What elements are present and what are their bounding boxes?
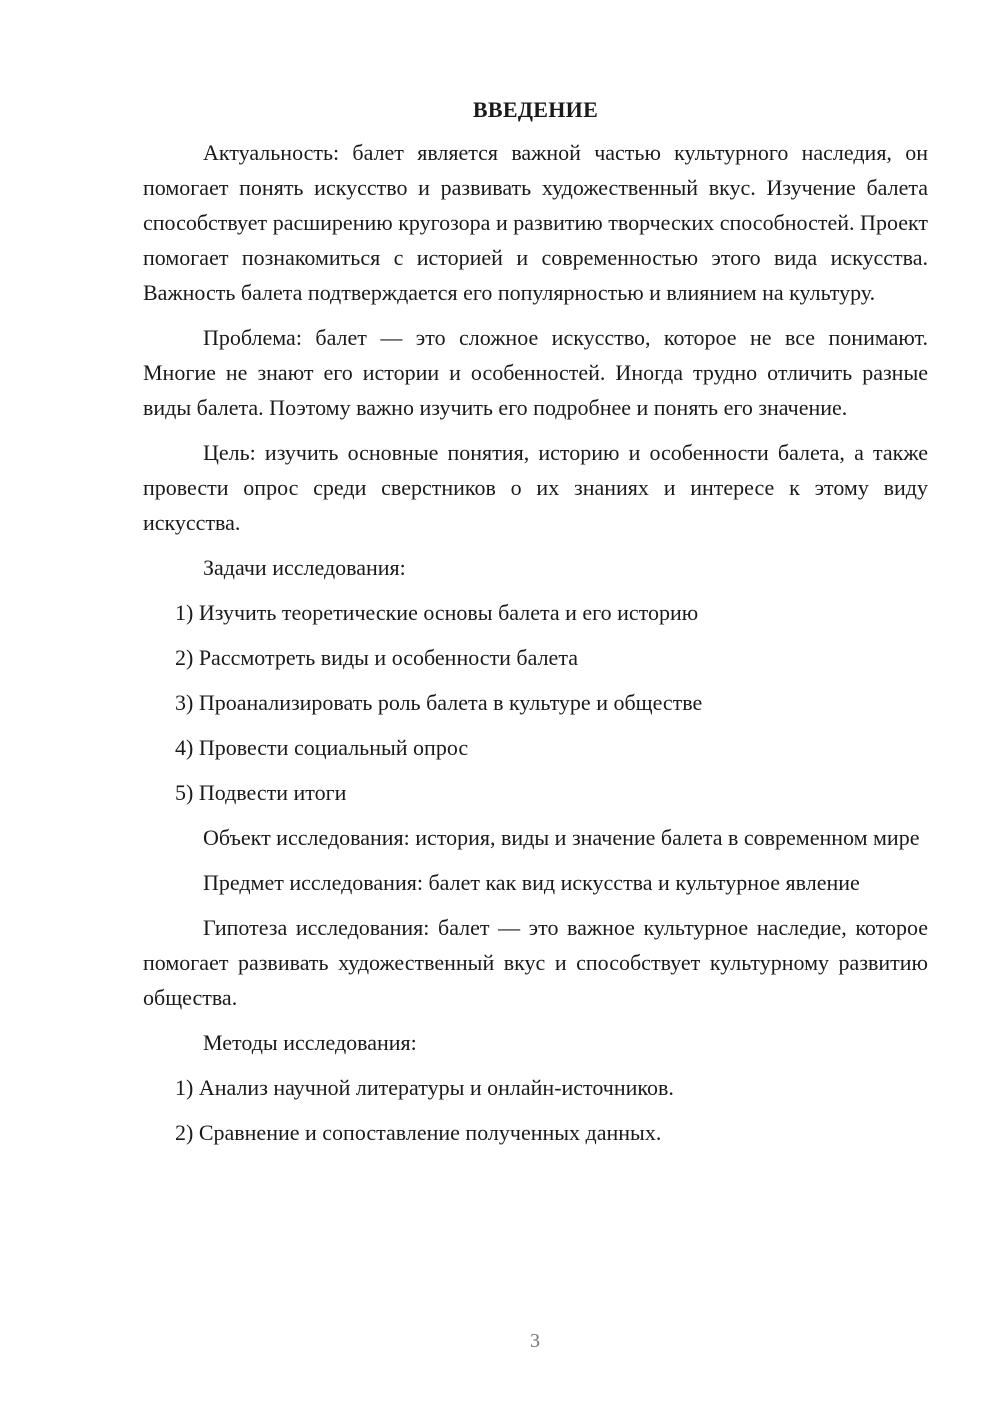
list-item: 3) Проанализировать роль балета в культуре и обществе [175,690,703,715]
object-paragraph: Объект исследования: история, виды и значение балета в современном мире [203,825,920,850]
page-number: 3 [530,1330,540,1352]
tasks-title: Задачи исследования: [203,555,406,580]
list-item: 2) Сравнение и сопоставление полученных данных. [175,1120,662,1145]
list-item: 5) Подвести итоги [175,780,347,805]
problem-paragraph: Проблема: балет — это сложное искусство, которое не все понимают. Многие не знают его истории и особенностей. Иногда трудно отличить разные виды балета. Поэтому важно изучить его подробнее и понять его значение. [143,325,928,420]
goal-paragraph: Цель: изучить основные понятия, историю и особенности балета, а также провести опрос среди сверстников о их знаниях и интересе к этому виду искусства. [143,440,928,535]
hypothesis-paragraph: Гипотеза исследования: балет — это важное культурное наследие, которое помогает развивать художественный вкус и способствует культурному развитию общества. [143,915,928,1010]
list-item: 1) Анализ научной литературы и онлайн-источников. [175,1075,674,1100]
subject-paragraph: Предмет исследования: балет как вид искусства и культурное явление [203,870,860,895]
list-item: 4) Провести социальный опрос [175,735,469,760]
list-item: 1) Изучить теоретические основы балета и его историю [175,600,699,625]
section-heading: ВВЕДЕНИЕ [472,97,599,122]
relevance-paragraph: Актуальность: балет является важной частью культурного наследия, он помогает понять искусство и развивать художественный вкус. Изучение балета способствует расширению кругозора и развитию творческих способностей. Проект помогает познакомиться с историей и современностью этого вида искусства. Важность балета подтверждается его популярностью и влиянием на культуру. [143,140,928,305]
tasks-list [143,595,928,810]
methods-title: Методы исследования: [203,1030,417,1055]
methods-list [143,1070,928,1150]
page-content [143,92,928,1160]
list-item: 2) Рассмотреть виды и особенности балета [175,645,578,670]
